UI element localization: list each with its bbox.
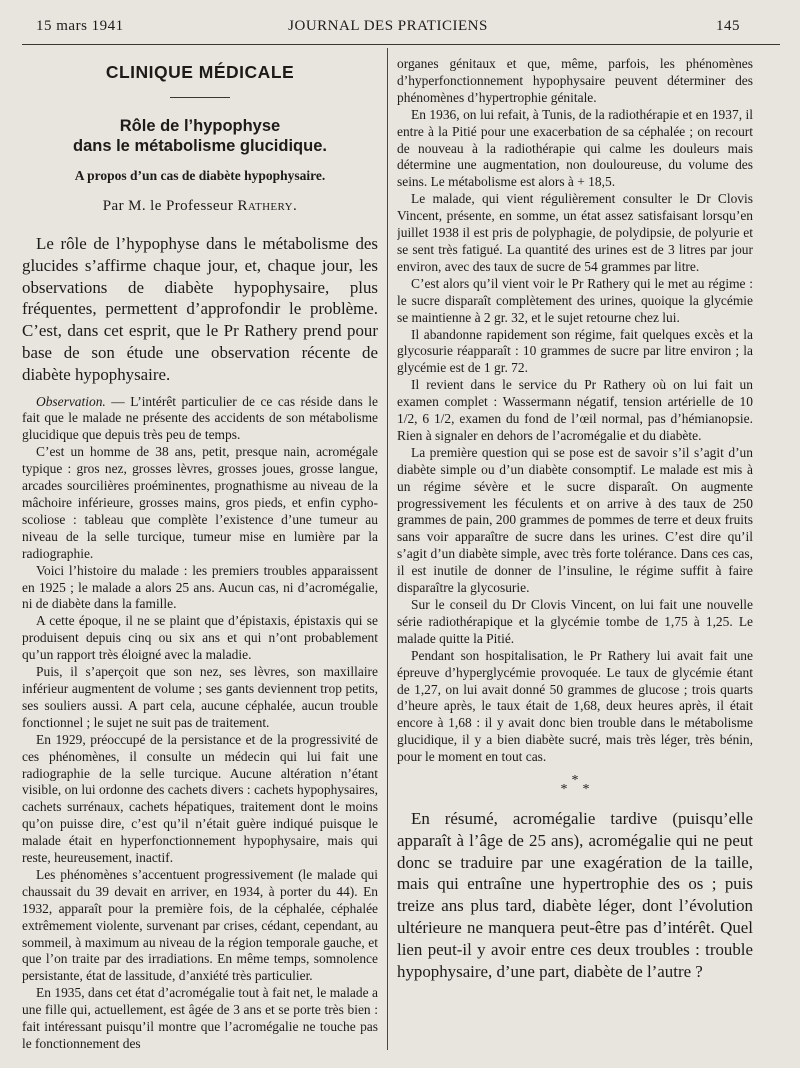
body-paragraph-2: Voici l’histoire du malade : les premiers troubles apparaissent en 1925 ; le malade a alors 25 ans. Aucun cas, ni d’acromégalie, ni de diabète dans la famille. (22, 562, 378, 612)
byline-prefix: Par M. le Professeur (102, 198, 234, 214)
running-header (36, 18, 740, 40)
asterism-top-star: * (571, 773, 579, 789)
article-subtitle: A propos d’un cas de diabète hypophysaire. (74, 168, 326, 183)
body-paragraph-1: C’est un homme de 38 ans, petit, presque nain, acromégale typique : gros nez, grosses lèvres, grosses joues, grosse langue, arcades sourcilières proéminentes, prognathisme au niveau de la mâchoire inférieure, grosses mains, gros pieds, et enfin cypho-scoliose : tableau que complète l’existence d’une tumeur au niveau de la selle turcique, tumeur mise en lumière par la radiographie. (22, 444, 378, 561)
body-paragraph-13: La première question qui se pose est de savoir s’il s’agit d’un diabète simple ou d’un diabète consomptif. Le malade est mis à un régime sévère et le sucre disparaît. On augmente progressivement les féculents et on arrive à des taux de 250 grammes de pain, 200 grammes de pommes de terre et deux fruits sans voir apparaître de sucre dans les urines. C’est dire qu’il s’agit d’un diabète simple, avec très forte tolérance. Dans ces cas, il est inutile de donner de l’insuline, le régime suffit à faire disparaître la glycosurie. (397, 444, 753, 596)
rubric-rule (170, 97, 230, 98)
body-paragraph-8: En 1936, on lui refait, à Tunis, de la radiothérapie et en 1937, il entre à la Pitié pour une exacerbation de sa céphalée ; on recourt de nouveau à la radiothérapie qui calme les douleurs mais détermine une augmentation, non douloureuse, du volume des seins. Le métabolisme est alors à + 18,5. (397, 106, 753, 190)
observation-label: Observation. (36, 393, 106, 409)
asterism-ornament (397, 773, 753, 798)
body-paragraph-continued: organes génitaux et que, même, parfois, les phénomènes d’hyperfonctionnement hypophysaire peuvent déterminer des phénomènes d’hypertrophie génitale. (397, 56, 753, 105)
column-divider (387, 48, 388, 1050)
body-paragraph-6: Les phénomènes s’accentuent progressivement (le malade qui chaussait du 39 devait en arriver, en 1934, à porter du 44). En 1932, apparaît pour la première fois, de la céphalée, céphalée extrêmement violente, survenant par crises, cédant, cependant, au sommeil, à maximum au niveau de la région temporale gauche, et que l’on traite par des irradiations. En même temps, somnolence persistante, état de lassitude, d’anxiété très particulier. (22, 866, 378, 984)
observation-text: — L’intérêt particulier de ce cas réside dans le fait que le malade ne présente des accidents de son métabolisme glucidique que depuis très peu de temps. (22, 393, 378, 443)
intro-paragraph: Le rôle de l’hypophyse dans le métabolisme des glucides s’affirme chaque jour, et, chaque jour, les observations de diabète hypophysaire, plus fréquentes, permettent d’approfondir le problème. C’est, dans cet esprit, que le Pr Rathery prend pour base de son étude une observation récente de diabète hypophysaire. (22, 234, 378, 384)
left-column (22, 56, 378, 1056)
body-paragraph-7: En 1935, dans cet état d’acromégalie tout à fait net, le malade a une fille qui, actuellement, est âgée de 3 ans et se porte très bien : fait intéressant puisqu’il montre que l’acromégalie ne touche pas le fonctionnement des (22, 985, 378, 1052)
body-paragraph-9: Le malade, qui vient régulièrement consulter le Dr Clovis Vincent, présente, en somme, un état assez satisfaisant lorsqu’en juillet 1938 il est pris de polyphagie, de polydipsie, de polyurie et se sent très fatigué. La quantité des urines est de 3 litres par jour environ, avec des taux de sucre de 54 grammes par litre. (397, 191, 753, 274)
header-page-number: 145 (716, 18, 740, 34)
summary-paragraph: En résumé, acromégalie tardive (puisqu’elle apparaît à l’âge de 25 ans), acromégalie qui ne peut donc se traduire par une exagération de la taille, mais qui entraîne une hypertrophie des os ; puis treize ans plus tard, diabète léger, dont l’évolution ultérieure ne manquera peut-être pas d’intérêt. Quel lien peut-il y avoir entre ces deux troubles : trouble hypophysaire, d’une part, diabète de l’autre ? (397, 809, 753, 981)
author-name: Rathery. (237, 198, 298, 214)
asterism-left-star: * (560, 782, 568, 798)
body-paragraph-15: Pendant son hospitalisation, le Pr Rathery lui avait fait une épreuve d’hyperglycémie provoquée. Le taux de glycémie étant de 1,27, on lui avait donné 50 grammes de glucose ; trois quarts d’heure après, le taux était de 1,68, deux heures après, il était encore à 1,68 : il y avait donc bien trouble dans le métabolisme glucidique, il y a bien diabète sucré, mais très léger, très bénin, pour le moment en tout cas. (397, 647, 753, 765)
asterism-right-star: * (582, 782, 590, 798)
header-journal-title: JOURNAL DES PRATICIENS (288, 18, 488, 34)
body-paragraph-4: Puis, il s’aperçoit que son nez, ses lèvres, son maxillaire inférieur augmentent de volume ; ses gants deviennent trop petits, ses souliers aussi. A part cela, aucune céphalée, aucun trouble fonctionnel ; le sujet ne suit pas de traitement. (22, 664, 378, 730)
header-rule (22, 44, 780, 45)
right-column (397, 56, 753, 1056)
article-title (22, 116, 378, 156)
body-paragraph-11: Il abandonne rapidement son régime, fait quelques excès et la glycosurie réapparaît : 10 grammes de sucre par litre environ ; la glycémie est de 1 gr. 72. (397, 326, 753, 376)
body-paragraph-12: Il revient dans le service du Pr Rathery où on lui fait un examen complet : Wassermann négatif, tension artérielle de 10 1/2, 6 1/2, examen du fond de l’œil normal, pas d’hémianopsie. Rien à signaler en dehors de l’acromégalie et du diabète. (397, 377, 753, 443)
body-paragraph-5: En 1929, préoccupé de la persistance et de la progressivité de ces phénomènes, il consulte un médecin qui lui fait une radiographie de la selle turcique. Aucune altération n’étant visible, on lui ordonne des cachets divers : cachets hypophysaires, cachets surrénaux, cachets hépatiques, traitement dont le moins qu’on puisse dire, c’est qu’il n’était guère indiqué puisque le malade était en hyperfonctionnement hypophysaire, mais qui reste, heureusement, inactif. (22, 731, 378, 866)
body-paragraph-10: C’est alors qu’il vient voir le Pr Rathery qui le met au régime : le sucre disparaît complètement des urines, quoique la glycémie se maintienne à 2 gr. 32, et le sujet retourne chez lui. (397, 275, 753, 325)
observation-paragraph (22, 394, 378, 445)
header-date: 15 mars 1941 (36, 18, 124, 34)
body-paragraph-3: A cette époque, il ne se plaint que d’épistaxis, épistaxis qui se produisent depuis cinq ou six ans et qui n’ont probablement qu’un rapport très éloigné avec la maladie. (22, 613, 378, 663)
byline (22, 198, 378, 215)
body-paragraph-14: Sur le conseil du Dr Clovis Vincent, on lui fait une nouvelle série radiothérapique et la glycémie tombe de 1,75 à 1,25. Le malade quitte la Pitié. (397, 597, 753, 646)
title-line-1: Rôle de l’hypophyse (119, 117, 281, 135)
section-rubric: CLINIQUE MÉDICALE (105, 62, 295, 82)
title-line-2: dans le métabolisme glucidique. (73, 137, 327, 155)
